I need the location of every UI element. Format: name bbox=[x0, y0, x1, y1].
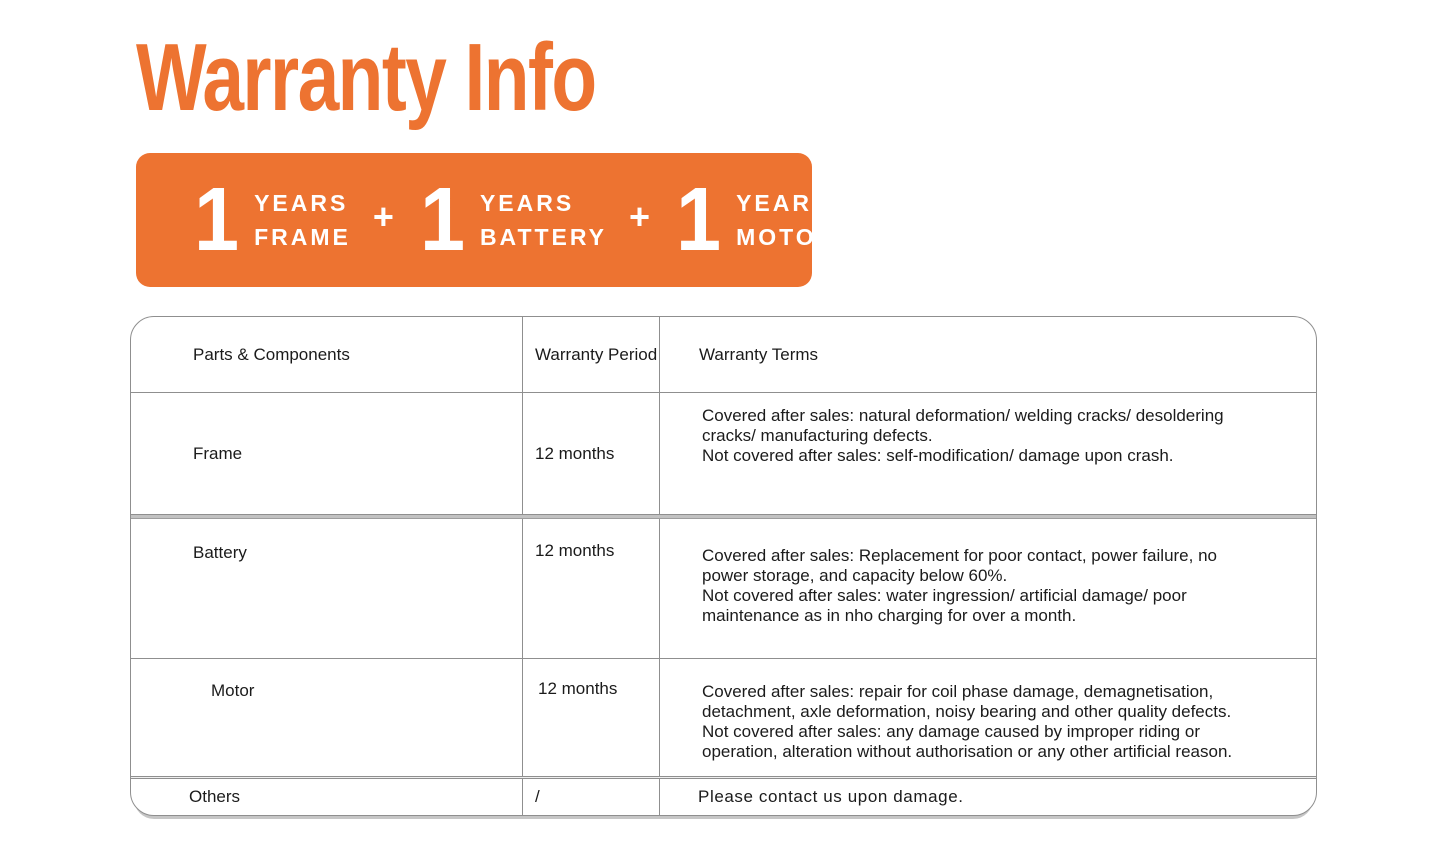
battery-years-label bbox=[480, 186, 607, 254]
warranty-summary-banner bbox=[136, 153, 837, 287]
period-cell bbox=[522, 779, 659, 815]
table-row-others bbox=[131, 779, 1316, 815]
part-label: Motor bbox=[211, 681, 255, 700]
period-label: 12 months bbox=[535, 443, 615, 463]
table-header-row bbox=[131, 317, 1316, 393]
terms-line: Covered after sales: natural deformation/ welding cracks/ desoldering bbox=[702, 406, 1224, 425]
period-cell bbox=[522, 519, 659, 658]
battery-part-label: BATTERY bbox=[479, 224, 607, 250]
part-cell bbox=[131, 659, 522, 776]
terms-line: power storage, and capacity below 60%. bbox=[702, 566, 1008, 585]
terms-line: operation, alteration without authorisation or any other artificial reason. bbox=[702, 742, 1233, 761]
frame-years-number: 1 bbox=[194, 170, 240, 270]
terms-line: detachment, axle deformation, noisy bearing and other quality defects. bbox=[702, 702, 1232, 721]
battery-years-number: 1 bbox=[419, 170, 465, 270]
header-parts-components: Parts & Components bbox=[193, 344, 350, 364]
terms-line: Not covered after sales: self-modification/ damage upon crash. bbox=[702, 446, 1174, 465]
motor-part-label: MOTOR bbox=[736, 224, 837, 250]
banner-item-motor bbox=[676, 170, 837, 270]
header-warranty-period: Warranty Period bbox=[522, 317, 659, 392]
frame-unit-label: YEARS bbox=[254, 190, 349, 216]
part-cell bbox=[131, 393, 522, 514]
battery-unit-label: YEARS bbox=[479, 190, 575, 216]
warranty-table bbox=[130, 316, 1317, 816]
banner-item-battery bbox=[419, 170, 607, 270]
part-label: Others bbox=[189, 787, 241, 806]
period-label: / bbox=[535, 787, 540, 806]
header-warranty-terms: Warranty Terms bbox=[659, 317, 1316, 392]
table-row-frame bbox=[131, 393, 1316, 514]
period-label: 12 months bbox=[538, 679, 618, 698]
period-cell bbox=[522, 659, 659, 776]
part-label: Frame bbox=[193, 443, 243, 463]
part-label: Battery bbox=[193, 543, 247, 562]
terms-line: Covered after sales: Replacement for poor contact, power failure, no bbox=[702, 546, 1217, 565]
terms-line: cracks/ manufacturing defects. bbox=[702, 426, 933, 445]
terms-line: maintenance as in nho charging for over a month. bbox=[702, 606, 1077, 625]
table-row-motor bbox=[131, 658, 1316, 776]
terms-cell bbox=[659, 393, 1316, 514]
terms-cell bbox=[659, 779, 1316, 815]
terms-line: Not covered after sales: any damage caused by improper riding or bbox=[702, 722, 1200, 741]
motor-years-label bbox=[736, 186, 836, 254]
frame-years-label bbox=[254, 186, 351, 254]
motor-unit-label: YEARS bbox=[736, 190, 831, 216]
plus-separator: + bbox=[629, 196, 651, 237]
banner-item-frame bbox=[194, 170, 351, 270]
period-label: 12 months bbox=[535, 541, 615, 560]
period-cell bbox=[522, 393, 659, 514]
terms-cell bbox=[659, 659, 1316, 776]
terms-line: Covered after sales: repair for coil phase damage, demagnetisation, bbox=[702, 682, 1214, 701]
part-cell bbox=[131, 779, 522, 815]
frame-part-label: FRAME bbox=[254, 224, 351, 250]
table-row-battery bbox=[131, 519, 1316, 658]
page-title: Warranty Info bbox=[136, 24, 596, 131]
plus-separator: + bbox=[372, 196, 394, 237]
terms-cell bbox=[659, 519, 1316, 658]
terms-line: Not covered after sales: water ingression/ artificial damage/ poor bbox=[702, 586, 1187, 605]
terms-line: Please contact us upon damage. bbox=[698, 787, 964, 806]
motor-years-number: 1 bbox=[676, 170, 722, 270]
part-cell bbox=[131, 519, 522, 658]
